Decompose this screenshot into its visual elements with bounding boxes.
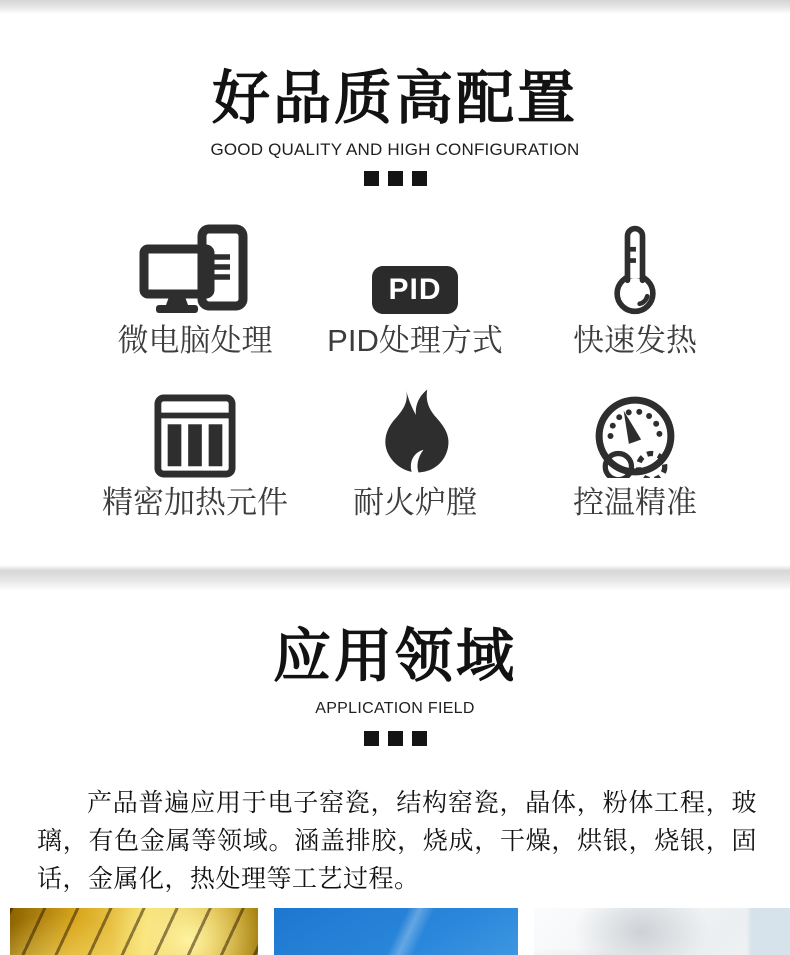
feature-fast-heating [525, 222, 745, 358]
feature-label: 微电脑处理 [117, 323, 273, 358]
thermometer-icon [609, 222, 661, 316]
cleanroom-worker-photo [534, 908, 790, 955]
quality-section-subtitle: GOOD QUALITY AND HIGH CONFIGURATION [210, 140, 580, 159]
pid-badge-icon [372, 222, 458, 316]
gauge-icon [593, 384, 677, 478]
application-section-title: 应用领域 [272, 624, 517, 689]
application-paragraph: 产品普遍应用于电子窑瓷，结构窑瓷，晶体，粉体工程，玻璃，有色金属等领域。涵盖排胶，烧成，干燥，烘银，烧银，固话，金属化，热处理等工艺过程。 [37, 789, 757, 893]
feature-pid [305, 222, 525, 358]
decor-squares [0, 731, 790, 746]
feature-label: 快速发热 [573, 323, 697, 358]
pid-badge-text: PID [388, 273, 442, 306]
feature-label: 控温精准 [573, 485, 697, 521]
feature-label: 耐火炉膛 [353, 485, 477, 521]
application-section-subtitle: APPLICATION FIELD [315, 700, 475, 717]
feature-label: 精密加热元件 [102, 485, 288, 521]
decor-square [388, 171, 403, 186]
feature-micro-computer [85, 222, 305, 358]
decor-square [364, 731, 379, 746]
decor-square [364, 171, 379, 186]
decor-square [412, 171, 427, 186]
decor-square [412, 731, 427, 746]
top-shadow-bar [0, 0, 790, 14]
decor-squares [0, 171, 790, 186]
flame-icon [377, 384, 453, 478]
feature-temp-control [525, 384, 745, 520]
quality-section-title: 好品质高配置 [211, 66, 578, 131]
section-divider-bar [0, 565, 790, 591]
feature-grid [85, 222, 745, 520]
blue-sky-photo [274, 908, 518, 955]
computer-icon [139, 222, 251, 316]
feature-furnace-chamber [305, 384, 525, 520]
feature-heating-element [85, 384, 305, 520]
brass-coils-photo [10, 908, 258, 955]
decor-square [388, 731, 403, 746]
heating-element-icon [154, 384, 236, 478]
feature-label: PID处理方式 [327, 323, 503, 358]
